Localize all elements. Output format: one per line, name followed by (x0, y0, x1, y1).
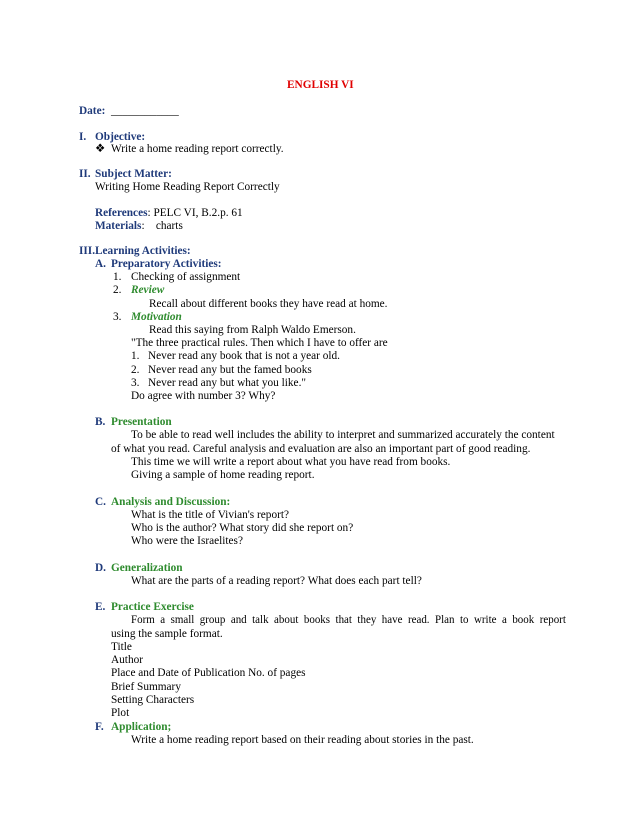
references-line (95, 207, 243, 220)
e-line2: using the sample format. (111, 628, 223, 640)
section-b-letter: B. (95, 416, 106, 428)
c-question-1: What is the title of Vivian's report? (131, 509, 290, 521)
section-e-letter: E. (95, 601, 106, 613)
section-b-heading: Presentation (111, 416, 172, 428)
quote-intro: "The three practical rules. Then which I have to offer are (131, 337, 388, 349)
format-item: Place and Date of Publication No. of pages (111, 667, 306, 679)
rule-1-num: 1. (131, 350, 140, 362)
rule-2-text: Never read any but the famed books (148, 364, 312, 376)
section-e-heading: Practice Exercise (111, 601, 194, 613)
a-item2-num: 2. (113, 284, 122, 296)
format-item: Setting Characters (111, 694, 195, 706)
rule-2-num: 2. (131, 364, 140, 376)
c-question-2: Who is the author? What story did she report on? (131, 522, 354, 534)
a-item1-num: 1. (113, 271, 122, 283)
section-f-letter: F. (95, 721, 104, 733)
section-c-letter: C. (95, 496, 106, 508)
a-item3-num: 3. (113, 311, 122, 323)
b-line1: To be able to read well includes the ability to interpret and summarized accurately the content (131, 429, 555, 441)
references-value: : PELC VI, B.2.p. 61 (147, 207, 243, 219)
section-a-letter: A. (95, 258, 106, 270)
c-question-3: Who were the Israelites? (131, 535, 243, 547)
format-item: Author (111, 654, 144, 666)
b-line4: Giving a sample of home reading report. (131, 469, 315, 481)
learning-heading: Learning Activities: (95, 245, 191, 257)
materials-label: Materials (95, 220, 142, 232)
f-text: Write a home reading report based on their reading about stories in the past. (131, 734, 474, 746)
a-question: Do agree with number 3? Why? (131, 390, 276, 402)
objective-numeral: I. (79, 131, 87, 143)
d-text: What are the parts of a reading report? What does each part tell? (131, 575, 422, 587)
a-item3: Motivation (131, 311, 182, 323)
subject-text: Writing Home Reading Report Correctly (95, 181, 280, 193)
a-item3-text: Read this saying from Ralph Waldo Emerson. (149, 324, 356, 336)
objective-item: Write a home reading report correctly. (111, 143, 284, 155)
section-a-heading: Preparatory Activities: (111, 258, 222, 270)
rule-3-num: 3. (131, 377, 140, 389)
section-f-heading: Application; (111, 721, 172, 733)
a-item1: Checking of assignment (131, 271, 241, 283)
date-blank: ____________ (111, 105, 179, 117)
rule-3-text: Never read any but what you like." (148, 377, 307, 389)
section-d-heading: Generalization (111, 562, 183, 574)
a-item2-text: Recall about different books they have read at home. (149, 298, 388, 310)
a-item2: Review (131, 284, 165, 296)
subject-heading: Subject Matter: (95, 168, 172, 180)
b-line2: of what you read. Careful analysis and evaluation are also an important part of good reading. (111, 443, 531, 455)
references-label: References (95, 207, 148, 219)
objective-heading: Objective: (95, 131, 146, 143)
bullet-icon: ❖ (95, 143, 106, 155)
subject-numeral: II. (79, 168, 91, 180)
section-d-letter: D. (95, 562, 106, 574)
page-title: ENGLISH VI (287, 79, 354, 91)
materials-value: : charts (141, 220, 183, 232)
rule-1-text: Never read any book that is not a year old. (148, 350, 340, 362)
e-line1: Form a small group and talk about books that they have read. Plan to write a book report (131, 614, 566, 626)
date-label: Date: (79, 105, 106, 117)
format-item: Title (111, 641, 132, 653)
b-line3: This time we will write a report about what you have read from books. (131, 456, 451, 468)
format-item: Brief Summary (111, 681, 181, 693)
format-item: Plot (111, 707, 130, 719)
learning-numeral: III. (79, 245, 96, 257)
materials-line (95, 220, 183, 233)
section-c-heading: Analysis and Discussion: (111, 496, 231, 508)
